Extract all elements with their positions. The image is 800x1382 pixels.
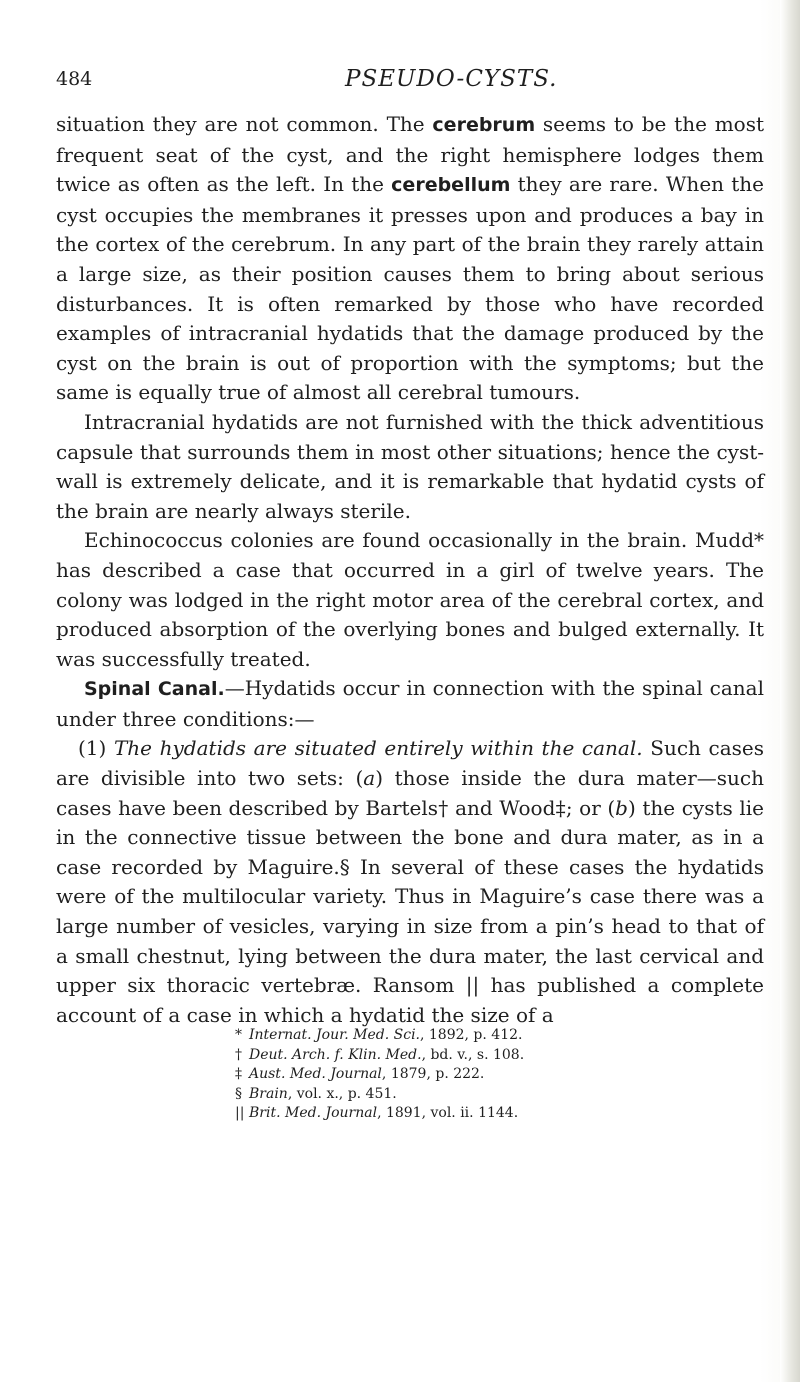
footnote: † Deut. Arch. f. Klin. Med., bd. v., s. 108. (235, 1046, 525, 1063)
footnote: § Brain, vol. x., p. 451. (235, 1085, 397, 1102)
main-text (56, 110, 764, 1030)
running-title: PSEUDO-CYSTS. (345, 66, 558, 92)
condition-1-title: The hydatids are situated entirely within the canal. (113, 736, 643, 761)
page-number: 484 (56, 68, 93, 90)
term-cerebellum: cerebellum (391, 174, 511, 197)
term-cerebrum: cerebrum (432, 114, 536, 136)
paragraph-spinal-canal: Spinal Canal.—Hydatids occur in connection with the spinal canal under three conditions:— (56, 676, 764, 731)
paragraph-condition-1: (1) The hydatids are situated entirely within the canal. Such cases are divisible into two sets: (a) those inside the dura mater—such cases have been described by Bartels† and Wood‡; or (b) the cysts lie in the connective tissue between the bone and dura mater, as in a case recorded by Maguire.§ In several of these cases the hydatids were of the multilocular variety. Thus in Maguire’s case there was a large number of vesicles, varying in size from a pin’s head to that of a small chestnut, lying between the dura mater, the last cervical and upper six thoracic vertebræ. Ransom || has published a complete account of a case in which a hydatid the size of a (56, 736, 765, 1027)
page-header (40, 68, 740, 102)
footnote: * Internat. Jour. Med. Sci., 1892, p. 412. (235, 1027, 523, 1043)
footnote: ‡ Aust. Med. Journal, 1879, p. 222. (235, 1066, 485, 1082)
section-heading-spinal-canal: Spinal Canal. (84, 678, 225, 701)
paragraph-echinococcus: Echinococcus colonies are found occasionally in the brain. Mudd* has described a case that occurred in a girl of twelve years. The colony was lodged in the right motor area of the cerebral cortex, and produced absorption of the overlying bones and bulged externally. It was successfully treated. (56, 528, 764, 671)
paragraph-cerebrum: situation they are not common. The cerebrum seems to be the most frequent seat of the cyst, and the right hemisphere lodges them twice as often as the left. In the cerebellum they are rare. When the cyst occupies the membranes it presses upon and produces a bay in the cortex of the cerebrum. In any part of the brain they rarely attain a large size, as their position causes them to bring about serious disturbances. It is often remarked by those who have recorded examples of intracranial hydatids that the damage produced by the cyst on the brain is out of proportion with the symptoms; but the same is equally true of almost all cerebral tumours. (56, 112, 764, 405)
paragraph-intracranial: Intracranial hydatids are not furnished with the thick adventitious capsule that surrounds them in most other situations; hence the cyst-wall is extremely delicate, and it is remarkable that hydatid cysts of the brain are nearly always sterile. (56, 409, 764, 523)
footnote: || Brit. Med. Journal, 1891, vol. ii. 1144. (235, 1105, 519, 1121)
page-edge-shadow (780, 0, 800, 1382)
footnotes (235, 1026, 755, 1124)
